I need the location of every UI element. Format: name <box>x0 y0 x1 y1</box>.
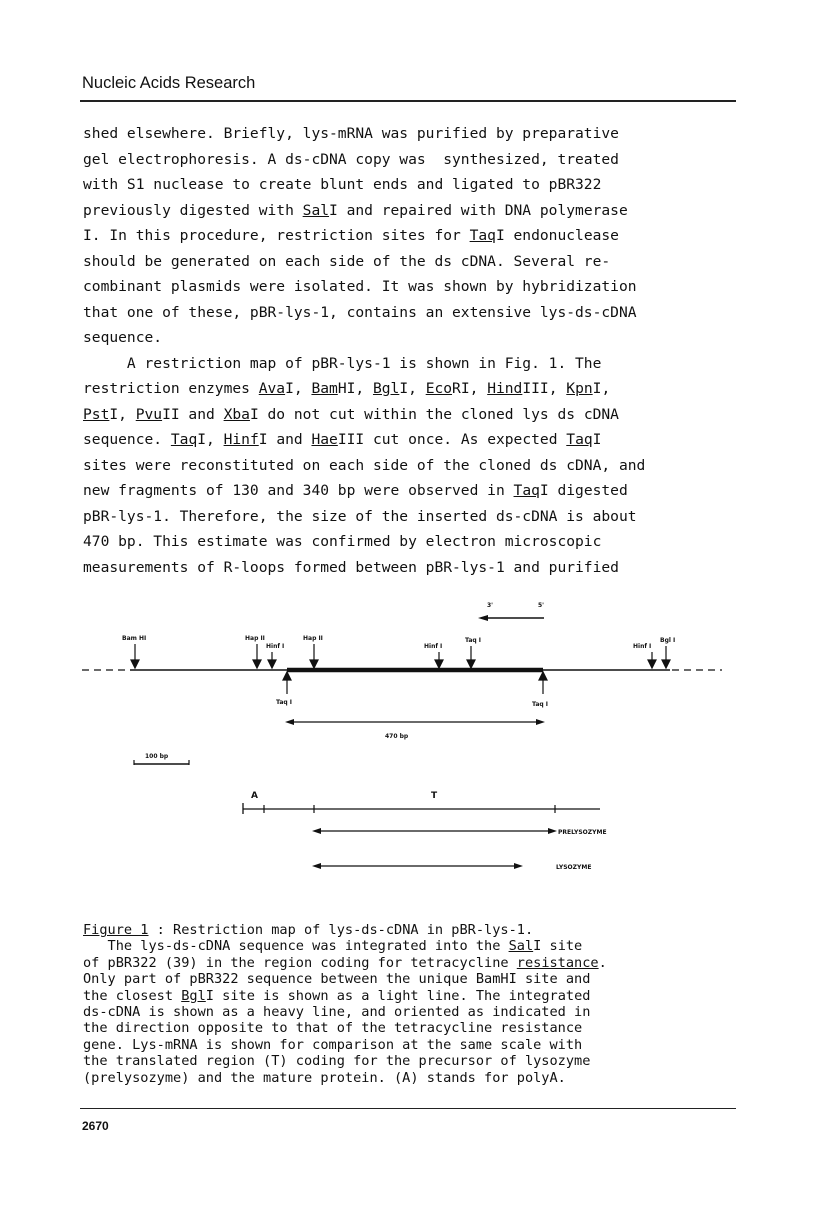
label-prelysozyme: PRELYSOZYME <box>558 829 607 836</box>
label-taqi-left: Taq I <box>276 699 292 706</box>
page-number: 2670 <box>82 1119 109 1133</box>
label-100-bp: 100 bp <box>145 753 169 760</box>
body-line-15: new fragments of 130 and 340 bp were observed in TaqI digested <box>83 482 628 499</box>
arrowhead-bamhi <box>131 660 139 668</box>
body-line-6: should be generated on each side of the ds cDNA. Several re- <box>83 252 611 270</box>
caption-line-6: ds-cDNA is shown as a heavy line, and oriented as indicated in <box>83 1004 591 1021</box>
header-rule <box>80 100 736 102</box>
bottom-site-arrows <box>283 672 547 694</box>
caption-figure-label: Figure 1 <box>83 922 149 938</box>
prelysozyme-arrowhead-right <box>548 828 557 834</box>
restriction-map-svg <box>0 590 816 920</box>
enzyme-sal: Sal <box>302 201 330 219</box>
body-line-16: pBR-lys-1. Therefore, the size of the inserted ds-cDNA is about <box>83 507 637 525</box>
lysozyme-arrowhead-left <box>312 863 321 869</box>
body-line-5: I. In this procedure, restriction sites for TaqI endonuclease <box>83 227 619 244</box>
arrowhead-hapii-1 <box>253 660 261 668</box>
label-hinfi-1: Hinf I <box>266 643 285 650</box>
label-hinfi-2: Hinf I <box>424 643 443 650</box>
body-line-14: sites were reconstituted on each side of the cloned ds cDNA, and <box>83 456 646 474</box>
body-line-4: previously digested with SalI and repaired with DNA polymerase <box>83 201 628 219</box>
body-line-13: sequence. TaqI, HinfI and HaeIII cut once. As expected TaqI <box>83 431 602 448</box>
orientation-arrow-head <box>478 615 488 621</box>
arrowhead-taqi-left <box>283 672 291 680</box>
prelysozyme-arrowhead-left <box>312 828 321 834</box>
caption-line-5: the closest BglI site is shown as a light line. The integrated <box>83 987 591 1004</box>
caption-line-3: of pBR322 (39) in the region coding for tetracycline resistance. <box>83 954 607 971</box>
top-site-arrows <box>131 644 670 668</box>
caption-line-7: the direction opposite to that of the tetracycline resistance <box>83 1020 583 1037</box>
label-lysozyme: LYSOZYME <box>556 864 592 871</box>
body-line-17: 470 bp. This estimate was confirmed by electron microscopic <box>83 533 602 550</box>
caption-line-4: Only part of pBR322 sequence between the unique BamHI site and <box>83 971 591 988</box>
label-5-prime: 5' <box>538 602 545 609</box>
arrowhead-hapii-2 <box>310 660 318 668</box>
arrowhead-taqi-right <box>539 672 547 680</box>
caption-line-2: The lys-ds-cDNA sequence was integrated into the SalI site <box>83 938 583 955</box>
body-line-8: that one of these, pBR-lys-1, contains an extensive lys-ds-cDNA <box>83 303 637 321</box>
body-text <box>83 121 743 580</box>
caption-line-1: Figure 1 : Restriction map of lys-ds-cDNA in pBR-lys-1. <box>83 922 534 938</box>
label-hapii-1: Hap II <box>245 635 265 642</box>
footer-rule <box>80 1108 736 1109</box>
caption-line-9: the translated region (T) coding for the precursor of lysozyme <box>83 1053 591 1070</box>
caption-line-8: gene. Lys-mRNA is shown for comparison at the same scale with <box>83 1036 583 1053</box>
label-taqi-right: Taq I <box>532 701 548 708</box>
arrowhead-hinfi-3 <box>648 660 656 668</box>
caption-line-10: (prelysozyme) and the mature protein. (A) stands for polyA. <box>83 1069 566 1086</box>
body-line-1: shed elsewhere. Briefly, lys-mRNA was purified by preparative <box>83 125 619 142</box>
lysozyme-arrowhead-right <box>514 863 523 869</box>
size-470-arrowhead-right <box>536 719 545 725</box>
body-line-2: gel electrophoresis. A ds-cDNA copy was synthesized, treated <box>83 150 619 168</box>
body-line-18: measurements of R-loops formed between pBR-lys-1 and purified <box>83 558 619 576</box>
body-line-9: sequence. <box>83 329 163 346</box>
body-line-7: combinant plasmids were isolated. It was shown by hybridization <box>83 278 637 295</box>
label-3-prime: 3' <box>487 602 494 609</box>
label-hapii-2: Hap II <box>303 635 323 642</box>
label-bgli: Bgl I <box>660 637 676 644</box>
figure-1-restriction-map <box>0 590 816 920</box>
body-line-11: restriction enzymes AvaI, BamHI, BglI, EcoRI, HindIII, KpnI, <box>83 380 611 397</box>
body-line-10: A restriction map of pBR-lys-1 is shown in Fig. 1. The <box>83 354 602 372</box>
journal-title: Nucleic Acids Research <box>82 74 256 92</box>
label-hinfi-3: Hinf I <box>633 643 652 650</box>
arrowhead-taqi-top <box>467 660 475 668</box>
label-taqi-top: Taq I <box>465 637 481 644</box>
arrowhead-hinfi-1 <box>268 660 276 668</box>
figure-caption <box>83 922 743 1086</box>
label-t-translated: T <box>431 791 438 801</box>
arrowhead-bgli <box>662 660 670 668</box>
label-bamhi: Bam HI <box>122 635 147 642</box>
label-470-bp: 470 bp <box>385 733 409 740</box>
body-line-3: with S1 nuclease to create blunt ends and ligated to pBR322 <box>83 176 602 193</box>
enzyme-taq: Taq <box>469 227 496 244</box>
size-470-arrowhead-left <box>285 719 294 725</box>
label-a-polya: A <box>251 791 258 801</box>
body-line-12: PstI, PvuII and XbaI do not cut within the cloned lys ds cDNA <box>83 405 619 423</box>
arrowhead-hinfi-2 <box>435 660 443 668</box>
